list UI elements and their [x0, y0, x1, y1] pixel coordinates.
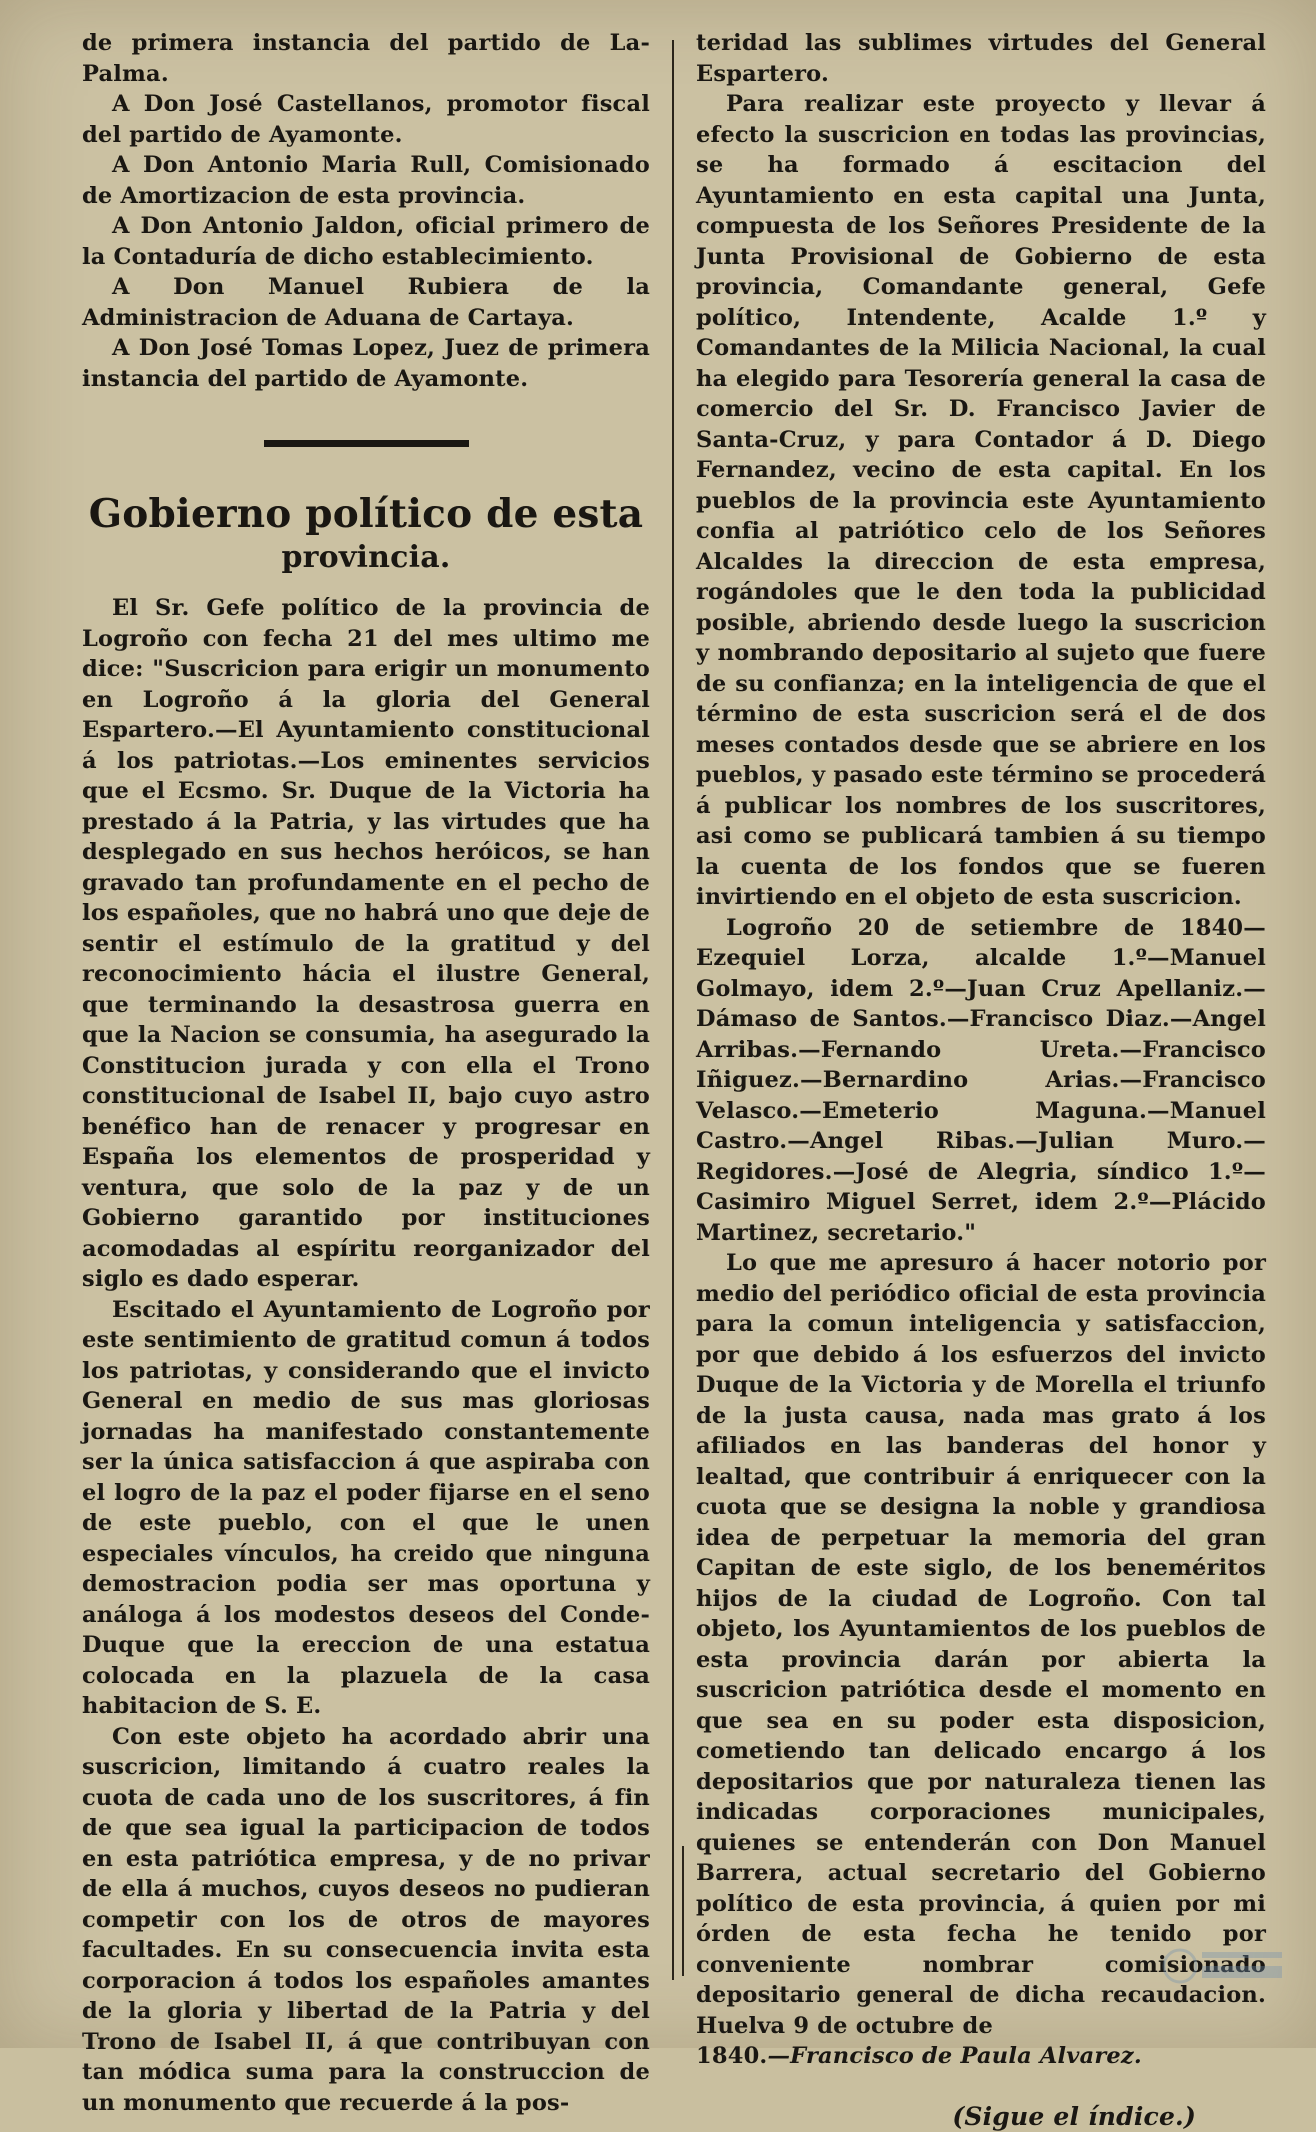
article-paragraph: El Sr. Gefe político de la provincia de Logroño con fecha 21 del mes ultimo me dice: "Suscricion para erigir un monumento en Logroño á la gloria del General Espartero.—El Ayuntamiento constitucional á los patriotas.—Los eminentes servicios que el Ecsmo. Sr. Duque de la Victoria ha prestado á la Patria, y las virtudes que ha desplegado en sus hechos heróicos, se han gravado tan profundamente en el pecho de los españoles, que no habrá uno que deje de sentir el estímulo de la gratitud y del reconocimiento hácia el ilustre General, que terminando la desastrosa guerra en que la Nacion se consumia, ha asegurado la Constitucion jurada y con ella el Trono constitucional de Isabel II, bajo cuyo astro benéfico han de renacer y progresar en España los elementos de prosperidad y ventura, que solo de la paz y de un Gobierno garantido por instituciones acomodadas al espíritu reorganizador del siglo es dado esperar. — [82, 593, 650, 1295]
archive-watermark-icon — [1160, 1936, 1290, 1996]
article-paragraph: Para realizar este proyecto y llevar á efecto la suscricion en todas las provincias, se ha formado á escitacion del Ayuntamiento en esta capital una Junta, compuesta de los Señores Presidente de la Junta Provisional de Gobierno de esta provincia, Comandante general, Gefe político, Intendente, Acalde 1.º y Comandantes de la Milicia Nacional, la cual ha elegido para Tesorería general la casa de comercio del Sr. D. Francisco Javier de Santa-Cruz, y para Contador á D. Diego Fernandez, vecino de esta capital. En los pueblos de la provincia este Ayuntamiento confia al patriótico celo de los Señores Alcaldes la direccion de esta empresa, rogándoles que le den toda la publicidad posible, abriendo desde luego la suscricion y nombrando depositario al sujeto que fuere de su confianza; en la inteligencia de que el término de esta suscricion será el de dos meses contados desde que se abriere en los pueblos, y pasado este término se procederá á publicar los nombres de los suscritores, asi como se publicará tambien á su tiempo la cuenta de los fondos que se fueren invirtiendo en el objeto de esta suscricion. — [696, 89, 1266, 913]
signatories-paragraph: Logroño 20 de setiembre de 1840—Ezequiel Lorza, alcalde 1.º—Manuel Golmayo, idem 2.º—Juan Cruz Apellaniz.—Dámaso de Santos.—Francisco Diaz.—Angel Arribas.—Fernando Ureta.—Francisco Iñiguez.—Bernardino Arias.—Francisco Velasco.—Emeterio Maguna.—Manuel Castro.—Angel Ribas.—Julian Muro.—Regidores.—José de Alegria, síndico 1.º—Casimiro Miguel Serret, idem 2.º—Plácido Martinez, secretario." — [696, 913, 1266, 1249]
appointment-item: A Don Antonio Maria Rull, Comisionado de Amortizacion de esta provincia. — [82, 150, 650, 211]
article-paragraph: Lo que me apresuro á hacer notorio por medio del periódico oficial de esta provincia para la comun inteligencia y satisfaccion, por que debido á los esfuerzos del invicto Duque de la Victoria y de Morella el triunfo de la justa causa, nada mas grato á los afiliados en las banderas del honor y lealtad, que contribuir á enriquecer con la cuota que se designa la noble y grandiosa idea de perpetuar la memoria del gran Capitan de este siglo, de los beneméritos hijos de la ciudad de Logroño. Con tal objeto, los Ayuntamientos de los pueblos de esta provincia darán por abierta la suscricion patriótica desde el momento en que sea en su poder esta disposicion, cometiendo tan delicado encargo á los depositarios que por naturaleza tienen las indicadas corporaciones municipales, quienes se entenderán con Don Manuel Barrera, actual secretario del Gobierno político de esta provincia, á quien por mi órden de esta fecha he tenido por conveniente nombrar comisionado depositario general de dicha recaudacion. Huelva 9 de octubre de — [696, 1248, 1266, 2041]
article-paragraph: Con este objeto ha acordado abrir una suscricion, limitando á cuatro reales la cuota de cada uno de los suscritores, á fin de que sea igual la participacion de todos en esta patriótica empresa, y de no privar de ella á muchos, cuyos deseos no pudieran competir con los de otros de mayores facultades. En su consecuencia invita esta corporacion á todos los españoles amantes de la gloria y libertad de la Patria y del Trono de Isabel II, á que contribuyan con tan módica suma para la construccion de un monumento que recuerde á la pos- — [82, 1722, 650, 2119]
column-divider-lower — [682, 1846, 684, 1976]
right-column — [696, 28, 1266, 2132]
column-divider — [672, 40, 674, 1980]
section-subtitle: provincia. — [82, 539, 650, 577]
appointment-item: A Don José Tomas Lopez, Juez de primera instancia del partido de Ayamonte. — [82, 333, 650, 394]
continuation-note: (Sigue el índice.) — [696, 2102, 1266, 2132]
signature-line — [696, 2041, 1266, 2072]
section-divider-rule — [264, 440, 469, 447]
appointment-item: A Don Manuel Rubiera de la Administracion de Aduana de Cartaya. — [82, 272, 650, 333]
article-paragraph: Escitado el Ayuntamiento de Logroño por este sentimiento de gratitud comun á todos los patriotas, y considerando que el invicto General en medio de sus mas gloriosas jornadas ha manifestado constantemente ser la única satisfaccion á que aspiraba con el logro de la paz el poder fijarse en el seno de este pueblo, con el que le unen especiales vínculos, ha creido que ninguna demostracion podia ser mas oportuna y análoga á los modestos deseos del Conde-Duque que la ereccion de una estatua colocada en la plazuela de la casa habitacion de S. E. — [82, 1295, 650, 1722]
left-column — [82, 28, 650, 2118]
appointment-item: A Don Antonio Jaldon, oficial primero de la Contaduría de dicho establecimiento. — [82, 211, 650, 272]
signature-name: —Francisco de Paula Alvarez. — [767, 2043, 1141, 2069]
section-title: Gobierno político de esta — [82, 491, 650, 537]
signature-date: 1840. — [696, 2043, 767, 2069]
appointment-item: de primera instancia del partido de La-Palma. — [82, 28, 650, 89]
article-paragraph: teridad las sublimes virtudes del General Espartero. — [696, 28, 1266, 89]
appointment-item: A Don José Castellanos, promotor fiscal del partido de Ayamonte. — [82, 89, 650, 150]
